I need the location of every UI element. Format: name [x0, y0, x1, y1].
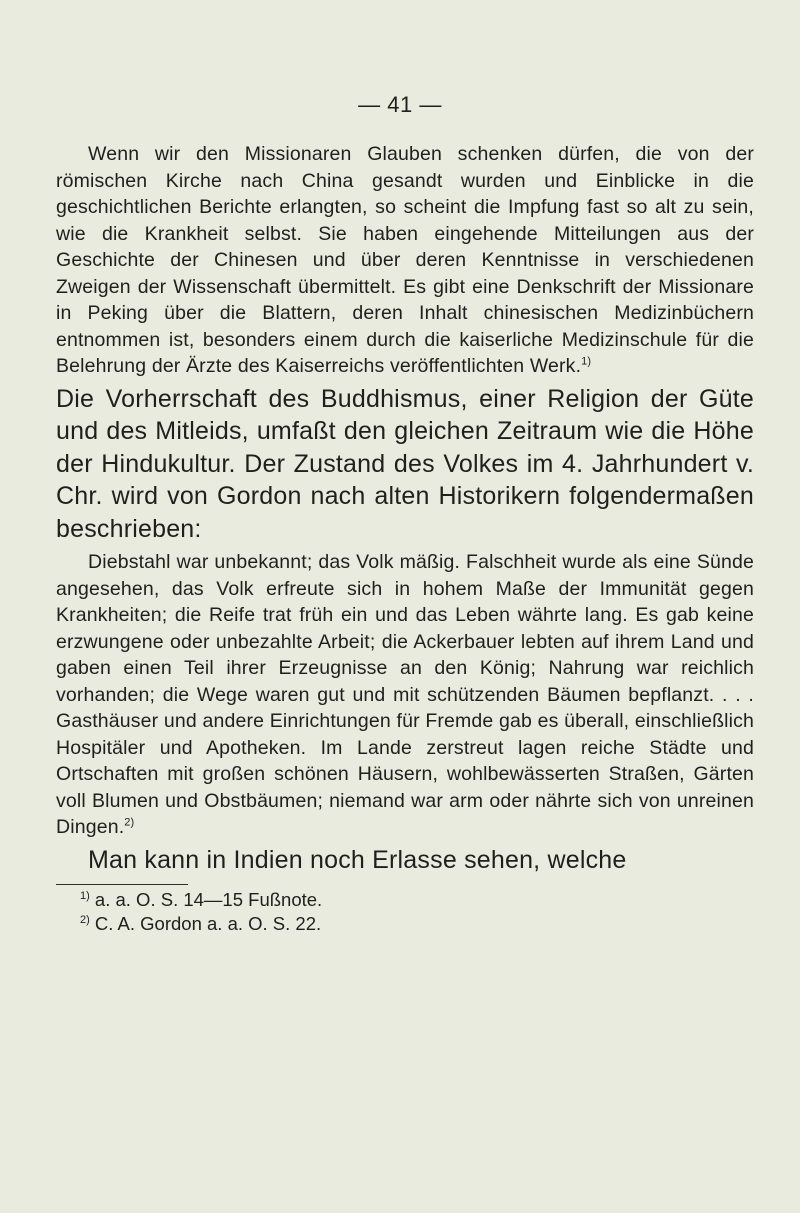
footnote-marker-2: 2) [80, 913, 90, 926]
footnotes [56, 888, 754, 936]
footnote-marker-1: 1) [80, 889, 90, 902]
paragraph-quote [56, 549, 754, 841]
footnote-1 [80, 888, 754, 912]
footnote-text-2: C. A. Gordon a. a. O. S. 22. [89, 913, 322, 934]
page-number: — 41 — [358, 92, 442, 117]
footnote-divider [56, 884, 188, 885]
footnote-reference-1: 1) [581, 355, 592, 368]
paragraph-missionaries [56, 141, 754, 380]
page-text [56, 88, 754, 936]
footnote-2 [80, 912, 754, 936]
footnote-text-1: a. a. O. S. 14—15 Fußnote. [89, 889, 323, 910]
paragraph-missionaries-text: Wenn wir den Missionaren Glauben schenken dürfen, die von der römischen Kirche nach China gesandt wurden und Einblicke in die geschichtlichen Berichte erlangten, so scheint die Impfung fast so alt zu sein, wie die Krankheit selbst. Sie haben eingehende Mitteilungen aus der Geschichte der Chinesen und über deren Kenntnisse in verschiedenen Zweigen der Wissenschaft übermittelt. Es gibt eine Denkschrift der Missionare in Peking über die Blattern, deren Inhalt chinesischen Medizinbüchern entnommen ist, besonders einem durch die kaiserliche Medizinschule für die Belehrung der Ärzte des Kaiserreichs veröffentlichten Werk. [56, 143, 754, 377]
paragraph-india: Man kann in Indien noch Erlasse sehen, welche [88, 845, 627, 874]
paragraph-quote-text: Diebstahl war unbekannt; das Volk mäßig. Falschheit wurde als eine Sünde angesehen, das Volk erfreute sich in hohem Maße der Immunität gegen Krankheiten; die Reife trat früh ein und das Leben währte lang. Es gab keine erzwungene oder unbezahlte Arbeit; die Ackerbauer lebten auf ihrem Land und gaben einen Teil ihrer Erzeugnisse an den König; Nahrung war reichlich vorhanden; die Wege waren gut und mit schützenden Bäumen bepflanzt. . . . Gasthäuser und andere Einrichtungen für Fremde gab es überall, einschließlich Hospitäler und Apotheken. Im Lande zerstreut lagen reiche Städte und Ortschaften mit großen schönen Häusern, wohlbewässerten Straßen, Gärten voll Blumen und Obstbäumen; niemand war arm oder nährte sich von unreinen Dingen. [56, 551, 754, 838]
footnote-reference-2: 2) [124, 816, 135, 829]
paragraph-buddhism: Die Vorherrschaft des Buddhismus, einer Religion der Güte und des Mitleids, umfaßt den gleichen Zeitraum wie die Höhe der Hindukultur. Der Zustand des Volkes im 4. Jahrhundert v. Chr. wird von Gordon nach alten Historikern folgendermaßen beschrieben: [56, 384, 754, 543]
